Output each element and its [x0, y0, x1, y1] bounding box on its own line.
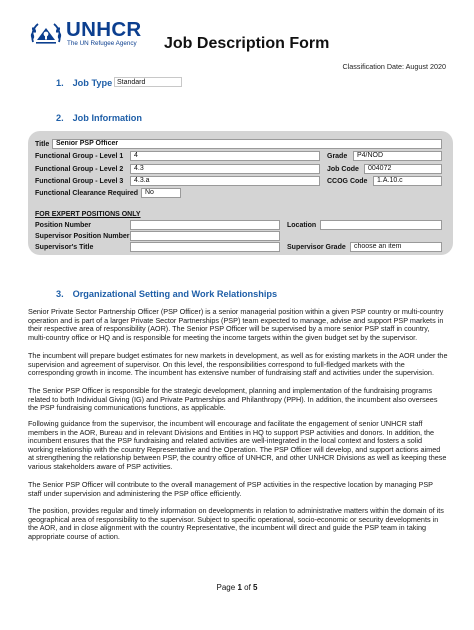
functional-clearance-field[interactable]: No	[141, 188, 181, 198]
section-job-type-heading	[56, 78, 112, 88]
section-title: Organizational Setting and Work Relationships	[72, 289, 278, 299]
section-number: 1.	[56, 78, 64, 88]
paragraph-1: Senior Private Sector Partnership Officer (PSP Officer) is a senior managerial position within a given PSP country or multi-country operation and is part of a larger Private Sector Partnerships (PSP) team expected to manage, advise and support PSP markets in their respective area of responsibility (AOR). The Senior PSP Officer will be supervised by a more senior PSP staff in country, multi-country office or HQ and is responsible for meeting the income targets within the given budget set by the supervisor.	[28, 307, 444, 342]
unhcr-logo	[29, 20, 153, 50]
section-number: 2.	[56, 113, 64, 123]
job-code-label: Job Code	[327, 166, 359, 173]
paragraph-6: The position, provides regular and timely information on developments in relation to administrative matters within the domain of its geographical area of responsibility to the supervisor. Subject to specific operational, socio-economic or security developments in the AOR, and in close alignment with the country Representative, the incumbent will direct and guide the PSP team in taking appropriate course of action.	[28, 506, 444, 541]
title-field[interactable]: Senior PSP Officer	[52, 139, 442, 149]
job-code-field[interactable]: 004072	[364, 164, 442, 174]
functional-group-1-field[interactable]: 4	[130, 151, 320, 161]
logo-name: UNHCR	[66, 18, 142, 41]
location-label: Location	[287, 222, 317, 229]
functional-group-2-label: Functional Group - Level 2	[35, 166, 124, 173]
paragraph-5: The Senior PSP Officer will contribute to the overall management of PSP activities in the respective location by managing PSP staff under supervision and administering the PSP office efficiently.	[28, 480, 433, 498]
current-page-number: 1	[237, 583, 242, 592]
supervisor-grade-label: Supervisor Grade	[287, 244, 346, 251]
paragraph-4: Following guidance from the supervisor, the incumbent will encourage and facilitate the engagement of senior UNHCR staff members in the AOR, Bureau and in relevant Divisions and Entities in HQ to support PSP activities and donors. In addition, the incumbent ensures that the PSP fundraising and related activities are well-integrated in the local context and fosters a solid working relationship with the country Representative and the Operation. The PSP Officer will develop, and support actions aimed at strengthening the relationship between PSP, the country office of UNHCR, and other UNHCR Divisions as well as keeping these various stakeholders aware of PSP activities.	[28, 419, 447, 471]
grade-field[interactable]: P4/NOD	[353, 151, 442, 161]
supervisor-position-number-field[interactable]	[130, 231, 280, 241]
location-field[interactable]	[320, 220, 442, 230]
ccog-code-field[interactable]: 1.A.10.c	[373, 176, 442, 186]
position-number-label: Position Number	[35, 222, 92, 229]
functional-group-1-label: Functional Group - Level 1	[35, 153, 124, 160]
page-of: of	[244, 583, 251, 592]
position-number-field[interactable]	[130, 220, 280, 230]
classification-date: Classification Date: August 2020	[342, 62, 446, 71]
section-job-information-heading	[56, 113, 142, 123]
functional-group-3-field[interactable]: 4.3.a	[130, 176, 320, 186]
functional-clearance-label: Functional Clearance Required	[35, 190, 139, 197]
supervisors-title-label: Supervisor's Title	[35, 244, 94, 251]
title-label: Title	[35, 141, 50, 148]
job-type-field[interactable]: Standard	[114, 77, 182, 87]
functional-group-2-field[interactable]: 4.3	[130, 164, 320, 174]
paragraph-3: The Senior PSP Officer is responsible for the strategic development, planning and implementation of the fundraising programs related to both Individual Giving (IG) and Private Partnerships and Philanthropy (PPH). In addition, the incumbent also oversees the PSP fundraising communications functions, as applicable.	[28, 386, 438, 413]
section-organizational-setting-heading	[56, 289, 277, 299]
page-prefix: Page	[216, 583, 236, 592]
grade-label: Grade	[327, 153, 348, 160]
section-number: 3.	[56, 289, 64, 299]
total-pages: 5	[253, 583, 258, 592]
ccog-code-label: CCOG Code	[327, 178, 368, 185]
page-title: Job Description Form	[164, 35, 330, 52]
page-header	[0, 0, 474, 62]
logo-tagline: The UN Refugee Agency	[67, 40, 137, 47]
supervisors-title-field[interactable]	[130, 242, 280, 252]
functional-group-3-label: Functional Group - Level 3	[35, 178, 124, 185]
unhcr-emblem-icon	[29, 20, 63, 50]
section-title: Job Type	[72, 78, 113, 88]
section-title: Job Information	[72, 113, 142, 123]
supervisor-grade-select[interactable]: choose an item	[350, 242, 442, 252]
page-footer	[0, 583, 474, 592]
expert-positions-heading: FOR EXPERT POSITIONS ONLY	[35, 211, 141, 218]
supervisor-position-number-label: Supervisor Position Number	[35, 233, 130, 240]
paragraph-2: The incumbent will prepare budget estimates for new markets in development, as well as for existing markets in the AOR under the supervision and agreement of supervisor. On this level, the responsibilities correspond to full-fledged markets with the corresponding growth in income. The incumbent has extensive number of fundraising staff and activities under the supervision.	[28, 351, 448, 378]
